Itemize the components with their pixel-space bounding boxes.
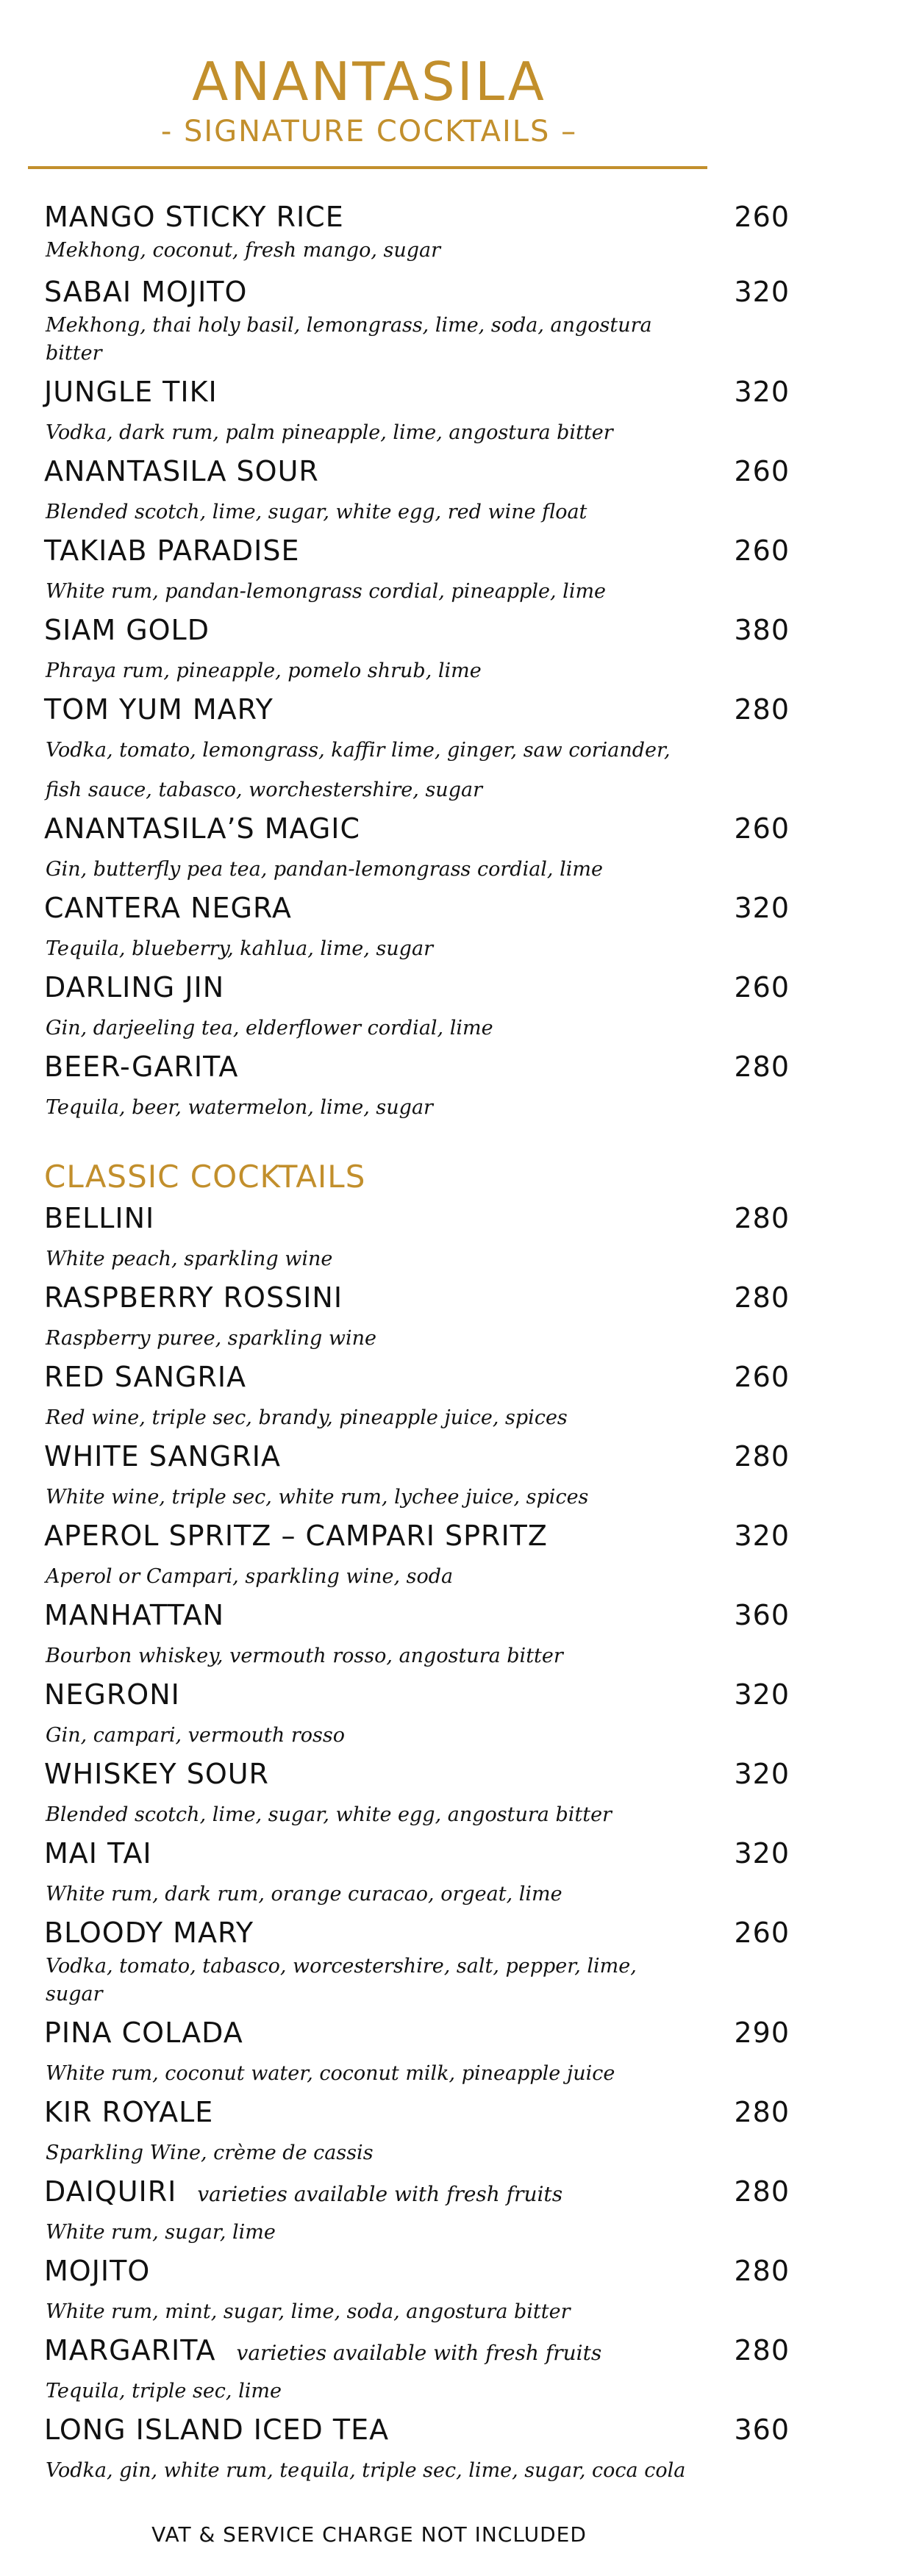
item-name-text: WHISKEY SOUR [44,1758,269,1790]
item-description: Gin, darjeeling tea, elderflower cordial, lime [46,1017,493,1040]
menu-item [0,1201,911,1275]
item-name [44,454,319,488]
item-name-text: MANGO STICKY RICE [44,201,344,233]
item-price: 320 [734,1758,790,1790]
item-price: 320 [734,1837,790,1870]
item-name [44,534,299,568]
item-description: Gin, campari, vermouth rosso [46,1724,346,1747]
item-name [44,2333,601,2370]
item-price: 380 [734,614,790,646]
item-name [44,375,218,409]
item-name-text: SIAM GOLD [44,614,210,646]
item-name-text: MARGARITA [44,2334,216,2366]
item-description: White rum, coconut water, coconut milk, pineapple juice [46,2062,615,2085]
item-name-text: MAI TAI [44,1837,152,1870]
item-description: Blended scotch, lime, sugar, white egg, angostura bitter [46,1803,612,1826]
item-name-text: BELLINI [44,1202,155,1234]
item-description: Mekhong, coconut, fresh mango, sugar [46,239,441,262]
item-price: 290 [734,2017,790,2049]
item-name [44,1360,246,1394]
menu-item [0,1836,911,1910]
item-price: 280 [734,2334,790,2366]
item-name-text: RASPBERRY ROSSINI [44,1281,343,1314]
menu-item [0,1757,911,1831]
item-price: 360 [734,2414,790,2446]
item-price: 280 [734,2255,790,2287]
menu-item [0,375,911,448]
item-price: 360 [734,1599,790,1631]
item-name [44,1678,180,1711]
item-name [44,275,247,309]
item-name [44,891,292,925]
item-name [44,2016,243,2050]
menu-item [0,1519,911,1592]
item-price: 280 [734,1440,790,1473]
item-price: 260 [734,1361,790,1393]
item-price: 320 [734,276,790,308]
item-note: varieties available with fresh fruits [197,2182,563,2206]
item-price: 320 [734,1520,790,1552]
item-name [44,200,344,234]
item-price: 280 [734,693,790,726]
item-description: Phraya rum, pineapple, pomelo shrub, lime [46,659,482,682]
item-description: Red wine, triple sec, brandy, pineapple juice, spices [46,1406,568,1429]
menu-item [0,2254,911,2328]
item-name [44,2175,562,2211]
item-price: 260 [734,971,790,1003]
item-price: 260 [734,455,790,487]
menu-item [0,613,911,687]
item-name [44,2095,213,2129]
item-name-text: CANTERA NEGRA [44,892,292,924]
menu-item [0,275,911,365]
menu-item [0,2413,911,2486]
menu-item [0,454,911,528]
item-description: White rum, pandan-lemongrass cordial, pineapple, lime [46,580,607,603]
item-description: Mekhong, thai holy basil, lemongrass, lime, soda, angostura bitter [46,314,652,365]
item-name [44,2413,389,2447]
item-description: White rum, sugar, lime [46,2221,276,2244]
item-name-text: APEROL SPRITZ – CAMPARI SPRITZ [44,1520,548,1552]
item-name-text: PINA COLADA [44,2017,243,2049]
item-price: 320 [734,376,790,408]
item-name-text: NEGRONI [44,1678,180,1711]
item-name-text: TOM YUM MARY [44,693,274,726]
menu-item [0,534,911,607]
item-price: 260 [734,1917,790,1949]
item-name-text: LONG ISLAND ICED TEA [44,2414,390,2446]
item-description: Bourbon whiskey, vermouth rosso, angostura bitter [46,1645,563,1667]
item-name-text: BLOODY MARY [44,1917,254,1949]
menu-header [0,50,738,150]
item-name [44,970,224,1004]
item-description: White peach, sparkling wine [46,1248,333,1270]
item-name [44,1201,154,1235]
item-price: 280 [734,1051,790,1083]
item-name-text: RED SANGRIA [44,1361,247,1393]
item-description: Tequila, blueberry, kahlua, lime, sugar [46,937,433,960]
item-description: Vodka, tomato, tabasco, worcestershire, salt, pepper, lime, sugar [46,1955,637,2006]
item-note: varieties available with fresh fruits [236,2341,602,2365]
item-description: White rum, dark rum, orange curacao, orgeat, lime [46,1883,562,1906]
menu-item [0,1678,911,1751]
item-description: Vodka, dark rum, palm pineapple, lime, angostura bitter [46,421,613,444]
menu-item [0,2095,911,2169]
item-name-text: WHITE SANGRIA [44,1440,281,1473]
item-name-text: DAIQUIRI [44,2175,177,2208]
classic-section-title: CLASSIC COCKTAILS [44,1159,366,1195]
item-price: 260 [734,812,790,845]
item-name-text: TAKIAB PARADISE [44,534,300,567]
item-description: Vodka, tomato, lemongrass, kaffir lime, ginger, saw coriander, [46,739,671,762]
item-name [44,1916,254,1950]
item-price: 320 [734,892,790,924]
menu-item [0,693,911,801]
item-name-text: SABAI MOJITO [44,276,248,308]
item-description-line2: fish sauce, tabasco, worchestershire, sugar [46,779,482,801]
item-name [44,1757,269,1791]
menu-item [0,200,911,273]
item-description: White wine, triple sec, white rum, lychee juice, spices [46,1486,589,1509]
item-name [44,2254,150,2288]
item-name [44,1836,152,1870]
item-description: Vodka, gin, white rum, tequila, triple sec, lime, sugar, coca cola [46,2459,686,2482]
item-name-text: DARLING JIN [44,971,225,1003]
header-divider [28,166,707,169]
menu-item [0,812,911,885]
item-price: 280 [734,1202,790,1234]
item-price: 280 [734,2175,790,2208]
menu-item [0,891,911,965]
item-description: Raspberry puree, sparkling wine [46,1327,376,1350]
menu-item [0,2333,911,2407]
item-price: 260 [734,534,790,567]
item-name [44,613,210,647]
item-price: 280 [734,1281,790,1314]
item-name [44,1050,238,1084]
item-name [44,812,360,845]
item-description: Aperol or Campari, sparkling wine, soda [46,1565,454,1588]
menu-item [0,1439,911,1513]
footer-note: VAT & SERVICE CHARGE NOT INCLUDED [151,2522,587,2547]
item-name-text: BEER-GARITA [44,1051,239,1083]
item-name-text: ANANTASILA SOUR [44,455,319,487]
menu-item [0,1598,911,1672]
menu-item [0,2016,911,2089]
item-description: Sparkling Wine, crème de cassis [46,2142,374,2164]
item-name-text: KIR ROYALE [44,2096,214,2128]
item-name [44,1439,281,1473]
item-name-text: JUNGLE TIKI [44,376,218,408]
menu-item [0,1916,911,2006]
item-name [44,1519,548,1553]
item-price: 320 [734,1678,790,1711]
item-price: 280 [734,2096,790,2128]
menu-item [0,1281,911,1354]
menu-subtitle: - SIGNATURE COCKTAILS – [160,115,578,149]
menu-item [0,2175,911,2248]
item-description: Gin, butterfly pea tea, pandan-lemongrass cordial, lime [46,858,603,881]
item-price: 260 [734,201,790,233]
menu-item [0,1360,911,1434]
item-name-text: MANHATTAN [44,1599,225,1631]
item-description: Tequila, beer, watermelon, lime, sugar [46,1096,433,1119]
item-description: Blended scotch, lime, sugar, white egg, red wine float [46,501,587,523]
menu-title: ANANTASILA [192,51,546,112]
item-name [44,693,274,726]
item-name-text: MOJITO [44,2255,151,2287]
item-description: White rum, mint, sugar, lime, soda, angostura bitter [46,2300,571,2323]
item-description: Tequila, triple sec, lime [46,2380,282,2403]
item-name [44,1281,343,1314]
item-name-text: ANANTASILA’S MAGIC [44,812,361,845]
item-name [44,1598,224,1632]
menu-item [0,970,911,1044]
menu-item [0,1050,911,1123]
